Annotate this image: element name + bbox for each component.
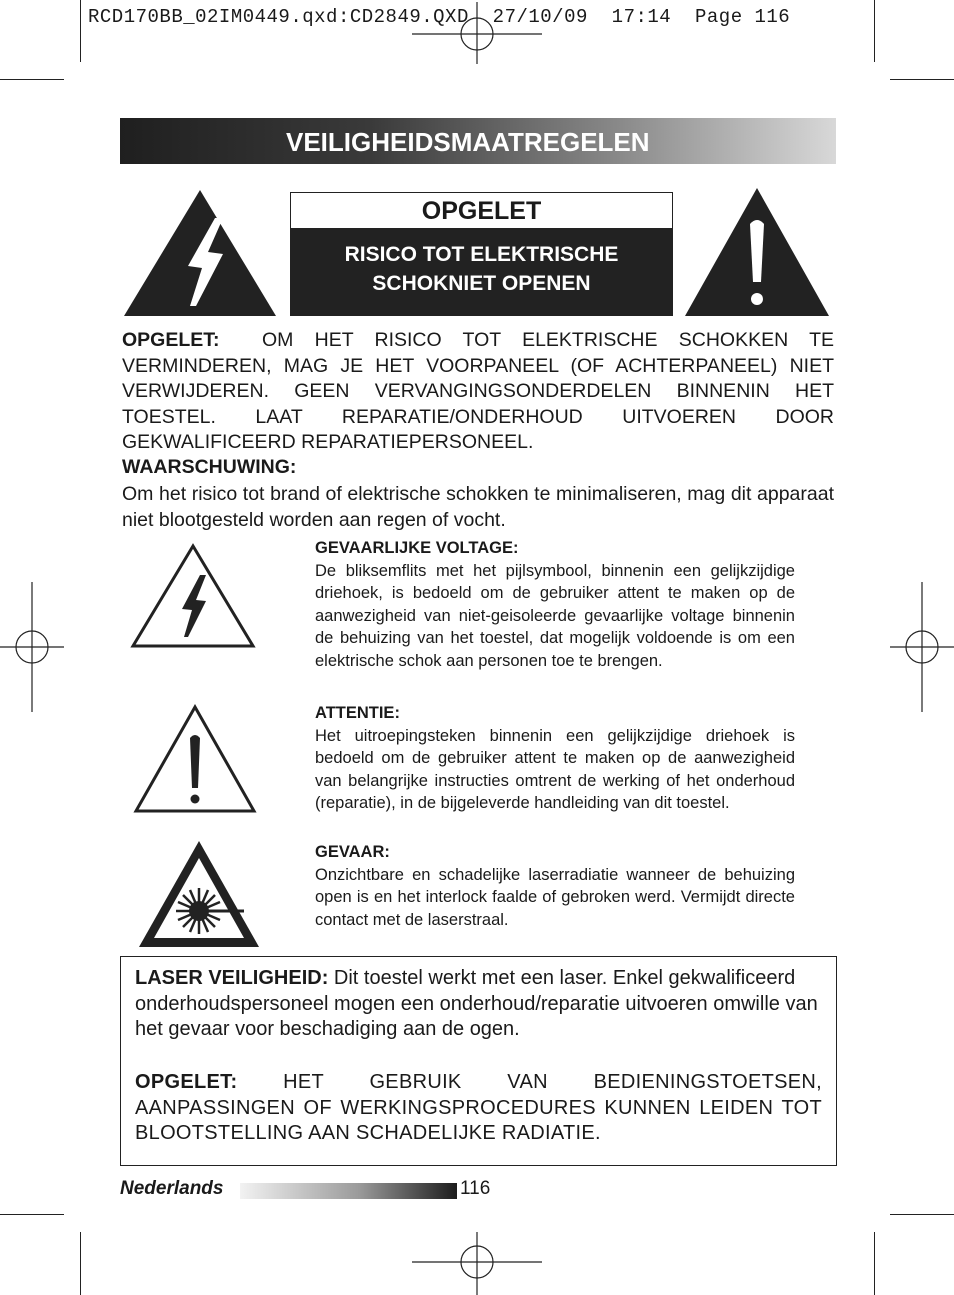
exclamation-warning-icon [683, 186, 831, 318]
caution-heading: OPGELET [421, 197, 542, 225]
registration-mark-left [0, 582, 64, 712]
opgelet-paragraph [122, 328, 834, 456]
crop-mark [874, 1232, 875, 1295]
laser-label: LASER VEILIGHEID: [135, 967, 329, 989]
symbol-description-gevaar [315, 841, 795, 931]
caution-body [291, 228, 672, 315]
laser-warning-icon [136, 838, 262, 950]
crop-mark [0, 79, 64, 80]
symbol-description-voltage [315, 537, 795, 672]
lightning-triangle-icon [130, 543, 256, 649]
registration-mark-bottom [412, 1232, 542, 1295]
laser-paragraph [135, 966, 821, 1043]
crop-mark [0, 1214, 64, 1215]
symbol-description-attentie [315, 702, 795, 815]
opgelet-text: OM HET RISICO TOT ELEKTRISCHE SCHOKKEN TE VERMINDEREN, MAG JE HET VOORPANEEL (OF ACHTERPANEEL) NIET VERWIJDEREN. GEEN VERVANGINGSONDERDELEN BINNENIN HET TOESTEL. LAAT REPARATIE/ONDERHOUD UITVOEREN DOOR GEKWALIFICEERD REPARATIEPERSONEEL. [122, 329, 834, 453]
print-slug: RCD170BB_02IM0449.qxd:CD2849.QXD 27/10/09 17:14 Page 116 [88, 6, 791, 28]
crop-mark [890, 1214, 954, 1215]
symbol-text: Het uitroepingsteken binnenin een gelijkzijdige driehoek is bedoeld om de gebruiker attent te maken op de aanwezigheid van belangrijke instructies omtrent de werking of het onderhoud (reparatie), in de bijgeleverde handleiding van dit toestel. [315, 726, 795, 812]
laser-caution-paragraph [135, 1070, 822, 1147]
caution-line-2: SCHOKNIET OPENEN [372, 272, 591, 295]
page-number: 116 [460, 1178, 491, 1199]
opgelet-label: OPGELET: [122, 329, 220, 351]
laser-caution-label: OPGELET: [135, 1071, 238, 1093]
section-title: VEILIGHEIDSMAATREGELEN [286, 127, 650, 157]
symbol-heading: ATTENTIE: [315, 704, 400, 722]
symbol-heading: GEVAAR: [315, 843, 390, 861]
crop-mark [80, 0, 81, 62]
symbol-text: Onzichtbare en schadelijke laserradiatie wanneer de behuizing open is en het interlock faalde of gebroken werd. Vermijdt directe contact met de laserstraal. [315, 865, 795, 929]
laser-text: Dit toestel werkt met een laser. Enkel gekwalificeerd onderhoudspersoneel mogen een onderhoud/reparatie uitvoeren omwille van het gevaar voor beschadiging aan de ogen. [135, 967, 818, 1040]
symbol-heading: GEVAARLIJKE VOLTAGE: [315, 539, 519, 557]
lightning-warning-icon [122, 188, 278, 318]
exclamation-triangle-icon [133, 704, 257, 814]
caution-line-1: RISICO TOT ELEKTRISCHE [344, 243, 619, 266]
section-title-bar [120, 118, 836, 164]
crop-mark [80, 1232, 81, 1295]
warning-heading: WAARSCHUWING: [122, 456, 297, 478]
crop-mark [874, 0, 875, 62]
crop-mark [890, 79, 954, 80]
warning-text: Om het risico tot brand of elektrische schokken te minimaliseren, mag dit apparaat niet blootgesteld worden aan regen of vocht. [122, 483, 834, 531]
symbol-text: De bliksemflits met het pijlsymbool, binnenin een gelijkzijdige driehoek, is bedoeld om de gebruiker attent te maken op de aanwezigheid van niet-geisoleerde gevaarlijke voltage binnenin de behuizing van het toestel, dat mogelijk voldoende is om een elektrische schok aan personen toe te brengen. [315, 561, 795, 670]
caution-box [290, 192, 673, 316]
laser-safety-box [120, 956, 837, 1166]
footer-language: Nederlands [120, 1178, 224, 1199]
registration-mark-right [890, 582, 954, 712]
laser-caution-text: HET GEBRUIK VAN BEDIENINGSTOETSEN, AANPASSINGEN OF WERKINGSPROCEDURES KUNNEN LEIDEN TOT BLOOTSTELLING AAN SCHADELIJKE RADIATIE. [135, 1071, 822, 1144]
footer-gradient-bar [240, 1183, 457, 1199]
